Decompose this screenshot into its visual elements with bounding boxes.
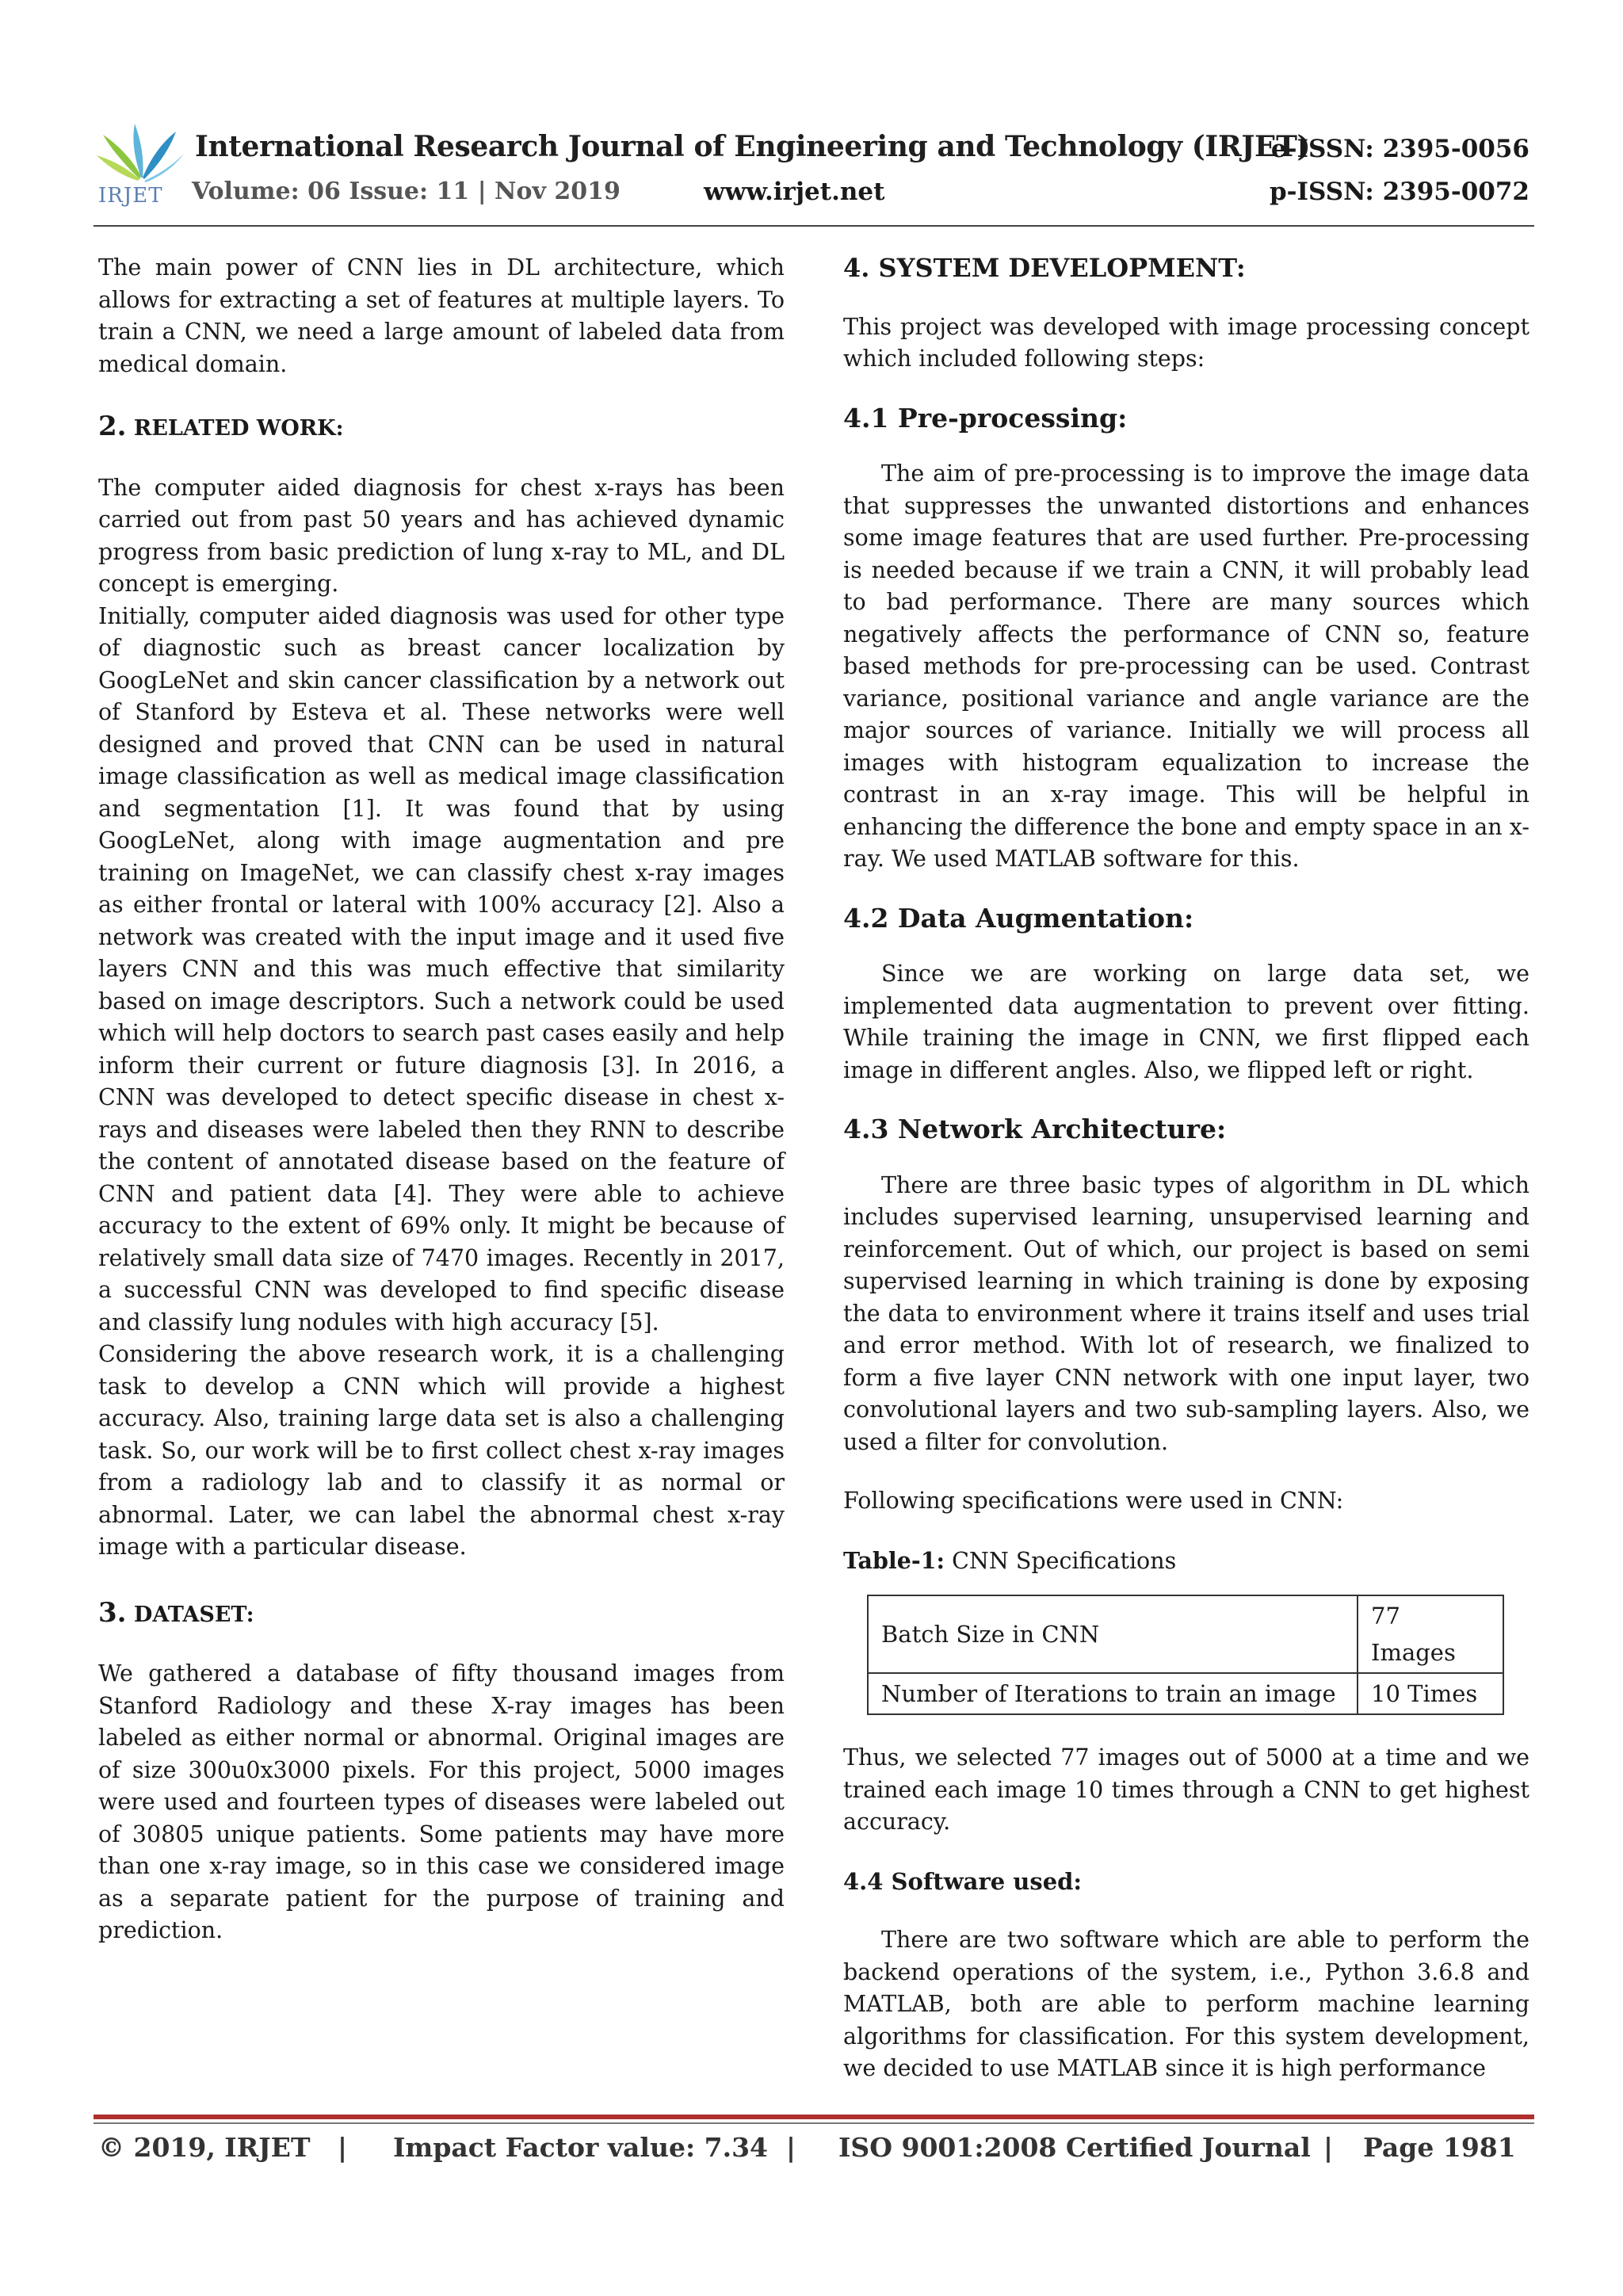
p-issn: p-ISSN: 2395-0072 [1269,178,1529,206]
augmentation-paragraph: Since we are working on large data set, we implemented data augmentation to prevent over fitting. While training the image in CNN, we first flipped each image in different angles. Also, we flipped left or right. [843,961,1529,1083]
footer-copyright: © 2019, IRJET [98,2132,311,2163]
right-column [843,252,1529,2085]
volume-issue: Volume: 06 Issue: 11 | Nov 2019 [192,178,621,205]
specifications-intro: Following specifications were used in CNN: [843,1488,1344,1514]
cnn-specifications-table [867,1595,1504,1715]
journal-title: International Research Journal of Engineering and Technology (IRJET) [195,130,1311,163]
footer-separator: | [786,2132,796,2163]
table-row [868,1673,1503,1714]
software-paragraph: There are two software which are able to perform the backend operations of the system, i.e., Python 3.6.8 and MATLAB, both are able to perform machine learning algorithms for classification. For this system development, we decided to use MATLAB since it is high performance [843,1927,1529,2081]
footer-iso: ISO 9001:2008 Certified Journal [838,2132,1311,2163]
website-link[interactable]: www.irjet.net [704,178,885,206]
related-work-paragraph-3: Considering the above research work, it is a challenging task to develop a CNN which will provide a highest accuracy. Also, training large data set is also a challenging task. So, our work will be to first collect chest x-ray images from a radiology lab and to classify it as normal or abnormal. Later, we can label the abnormal chest x-ray image with a particular disease. [98,1341,785,1560]
footer-rule-red [94,2115,1534,2119]
section-4-heading: 4. SYSTEM DEVELOPMENT: [843,253,1246,283]
system-development-paragraph: This project was developed with image processing concept which included following steps: [843,313,1529,372]
architecture-paragraph: There are three basic types of algorithm in DL which includes supervised learning, unsupervised learning and reinforcement. Out of which, our project is based on semi supervised learning in which training is done by exposing the data to environment where it trains itself and uses trial and error method. With lot of research, we finalized to form a five layer CNN network with one input layer, two convolutional layers and two sub-sampling layers. Also, we used a filter for convolution. [843,1171,1529,1455]
section-3-title: DATASET: [133,1602,254,1627]
section-3-heading [98,1597,785,1632]
logo-text: IRJET [98,184,163,208]
table-cell-label: Batch Size in CNN [868,1595,1358,1673]
dataset-paragraph: We gathered a database of fifty thousand images from Stanford Radiology and these X-ray images has been labeled as either normal or abnormal. Original images are of size 300u0x3000 pixels. For this project, 5000 images were used and fourteen types of diseases were labeled out of 30805 unique patients. Some patients may have more than one x-ray image, so in this case we considered image as a separate patient for the purpose of training and prediction. [98,1660,785,1943]
table-caption [843,1545,1529,1578]
table-caption-label: Table-1: [843,1546,945,1574]
left-column [98,252,785,1947]
footer-separator: | [338,2132,348,2163]
section-2-heading [98,411,785,445]
section-2-number: 2. [98,411,127,442]
footer-rule-grey [94,2122,1534,2124]
section-4-3-heading: 4.3 Network Architecture: [843,1114,1227,1144]
table-cell-label: Number of Iterations to train an image [868,1673,1358,1714]
footer-impact-factor: Impact Factor value: 7.34 [393,2132,768,2163]
table-cell-value: 77 Images [1358,1595,1503,1673]
footer-page-number: Page 1981 [1363,2132,1516,2163]
section-4-1-heading: 4.1 Pre-processing: [843,402,1128,434]
related-work-paragraph-1: The computer aided diagnosis for chest x-rays has been carried out from past 50 years and has achieved dynamic progress from basic prediction of lung x-ray to ML, and DL concept is emerging. [98,474,785,597]
section-2-title: RELATED WORK: [133,416,344,441]
section-3-number: 3. [98,1596,127,1629]
table-row [868,1595,1503,1673]
preprocessing-paragraph: The aim of pre-processing is to improve the image data that suppresses the unwanted distortions and enhances some image features that are used further. Pre-processing is needed because if we train a CNN, it will probably lead to bad performance. There are many sources which negatively affects the performance of CNN so, feature based methods for pre-processing can be used. Contrast variance, positional variance and angle variance are the major sources of variance. Initially we will process all images with histogram equalization to increase the contrast in an x-ray image. This will be helpful in enhancing the difference the bone and empty space in an x-ray. We used MATLAB software for this. [843,460,1529,872]
section-4-2-heading: 4.2 Data Augmentation: [843,902,1194,934]
table-cell-value: 10 Times [1358,1673,1503,1714]
page-header [94,117,1529,236]
intro-paragraph: The main power of CNN lies in DL architecture, which allows for extracting a set of features at multiple layers. To train a CNN, we need a large amount of labeled data from medical domain. [98,254,785,377]
table-caption-text: CNN Specifications [945,1547,1177,1574]
related-work-paragraph-2: Initially, computer aided diagnosis was used for other type of diagnostic such as breast cancer localization by GoogLeNet and skin cancer classification by a network out of Stanford by Esteva et al. These networks were well designed and proved that CNN can be used in natural image classification as well as medical image classification and segmentation [1]. It was found that by using GoogLeNet, along with image augmentation and pre training on ImageNet, we can classify chest x-ray images as either frontal or lateral with 100% accuracy [2]. Also a network was created with the input image and it used five layers CNN and this was much effective that similarity based on image descriptors. Such a network could be used which will help doctors to search past cases easily and help inform their current or future diagnosis [3]. In 2016, a CNN was developed to detect specific disease in chest x-rays and diseases were labeled then they RNN to describe the content of annotated disease based on the feature of CNN and patient data [4]. They were able to achieve accuracy to the extent of 69% only. It might be because of relatively small data size of 7470 images. Recently in 2017, a successful CNN was developed to find specific disease and classify lung nodules with high accuracy [5]. [98,602,785,1335]
footer-separator: | [1323,2132,1334,2163]
header-divider [94,225,1534,227]
section-4-4-heading: 4.4 Software used: [843,1867,1083,1895]
e-issn: e-ISSN: 2395-0056 [1270,135,1529,163]
selection-paragraph: Thus, we selected 77 images out of 5000 at a time and we trained each image 10 times through a CNN to get highest accuracy. [843,1744,1529,1835]
